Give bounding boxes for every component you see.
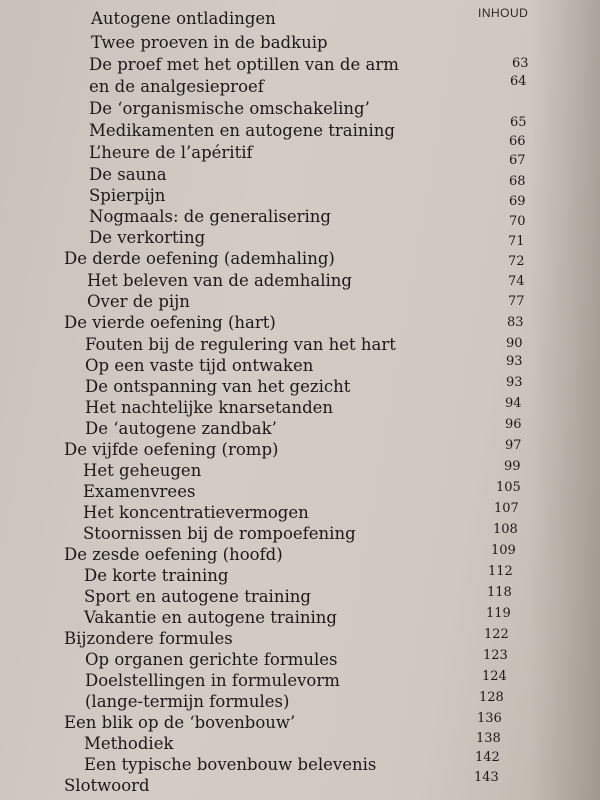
toc-entry: Fouten bij de regulering van het hart bbox=[85, 335, 396, 354]
page-number: 72 bbox=[508, 254, 525, 269]
page-number: 70 bbox=[509, 214, 526, 229]
toc-entry: Methodiek bbox=[84, 734, 174, 753]
page-number: 68 bbox=[509, 174, 526, 189]
toc-entry: Examenvrees bbox=[83, 482, 196, 501]
toc-entry: De ontspanning van het gezicht bbox=[85, 377, 351, 396]
toc-entry: Het beleven van de ademhaling bbox=[87, 271, 352, 290]
page-number: 65 bbox=[510, 115, 527, 130]
toc-entry: Twee proeven in de badkuip bbox=[91, 33, 328, 52]
toc-entry: Bijzondere formules bbox=[64, 629, 233, 648]
page-number: 142 bbox=[475, 750, 500, 765]
page-number: 109 bbox=[491, 543, 516, 558]
toc-entry: Sport en autogene training bbox=[84, 587, 311, 606]
page-number: 63 bbox=[512, 56, 529, 71]
page-number: 136 bbox=[477, 711, 502, 726]
toc-entry: Autogene ontladingen bbox=[91, 9, 276, 28]
toc-entry: De vijfde oefening (romp) bbox=[64, 440, 279, 459]
page-number: 124 bbox=[482, 669, 507, 684]
page-number: 93 bbox=[506, 354, 523, 369]
toc-entry: De proef met het optillen van de arm bbox=[89, 55, 399, 74]
page-number: 105 bbox=[496, 480, 521, 495]
page-number: 71 bbox=[508, 234, 525, 249]
page-number: 108 bbox=[493, 522, 518, 537]
page-number: 128 bbox=[479, 690, 504, 705]
toc-entry: De korte training bbox=[84, 566, 229, 585]
toc-entry: De vierde oefening (hart) bbox=[64, 313, 276, 332]
toc-entry: Het koncentratievermogen bbox=[83, 503, 309, 522]
toc-entry: en de analgesieproef bbox=[89, 77, 264, 96]
page-number: 69 bbox=[509, 194, 526, 209]
toc-entry: Over de pijn bbox=[87, 292, 190, 311]
toc-entry: Slotwoord bbox=[64, 776, 150, 795]
toc-entry: Het nachtelijke knarsetanden bbox=[85, 398, 334, 417]
page-number: 74 bbox=[508, 274, 525, 289]
page-number: 118 bbox=[487, 585, 512, 600]
toc-entry: Vakantie en autogene training bbox=[84, 608, 337, 627]
page-number: 122 bbox=[484, 627, 509, 642]
page-number: 90 bbox=[506, 336, 523, 351]
toc-entry: Het geheugen bbox=[83, 461, 202, 480]
toc-entry: Medikamenten en autogene training bbox=[89, 121, 395, 140]
page-number: 64 bbox=[510, 74, 527, 89]
page-number: 112 bbox=[488, 564, 513, 579]
toc-entry: Nogmaals: de generalisering bbox=[89, 207, 331, 226]
toc-entry: De ‘organismische omschakeling’ bbox=[89, 99, 370, 118]
page-number: 96 bbox=[505, 417, 522, 432]
toc-entry: Een blik op de ‘bovenbouw’ bbox=[64, 713, 296, 732]
toc-entry: (lange-termijn formules) bbox=[85, 692, 290, 711]
page-number: 97 bbox=[505, 438, 522, 453]
page-number: 99 bbox=[504, 459, 521, 474]
page-number: 138 bbox=[476, 731, 501, 746]
toc-entry: Op een vaste tijd ontwaken bbox=[85, 356, 314, 375]
page-number: 66 bbox=[509, 134, 526, 149]
page-number: 83 bbox=[507, 315, 524, 330]
toc-entry: De derde oefening (ademhaling) bbox=[64, 249, 335, 268]
toc-entry: De verkorting bbox=[89, 228, 206, 247]
page-number: 143 bbox=[474, 770, 499, 785]
page-number: 94 bbox=[505, 396, 522, 411]
toc-entry: Een typische bovenbouw belevenis bbox=[84, 755, 377, 774]
toc-entry: De zesde oefening (hoofd) bbox=[64, 545, 283, 564]
toc-entry: L’heure de l’apéritif bbox=[89, 143, 253, 162]
toc-entry: Op organen gerichte formules bbox=[85, 650, 338, 669]
page-number: 119 bbox=[486, 606, 511, 621]
toc-entry: De ‘autogene zandbak’ bbox=[85, 419, 277, 438]
toc-entry: Stoornissen bij de rompoefening bbox=[83, 524, 356, 543]
page-number: 93 bbox=[506, 375, 523, 390]
page-number: 67 bbox=[509, 153, 526, 168]
running-header: INHOUD bbox=[478, 6, 529, 20]
page-number: 107 bbox=[494, 501, 519, 516]
page-number: 123 bbox=[483, 648, 508, 663]
toc-entry: Doelstellingen in formulevorm bbox=[85, 671, 340, 690]
toc-entry: De sauna bbox=[89, 165, 167, 184]
page-number: 77 bbox=[508, 294, 525, 309]
toc-entry: Spierpijn bbox=[89, 186, 166, 205]
